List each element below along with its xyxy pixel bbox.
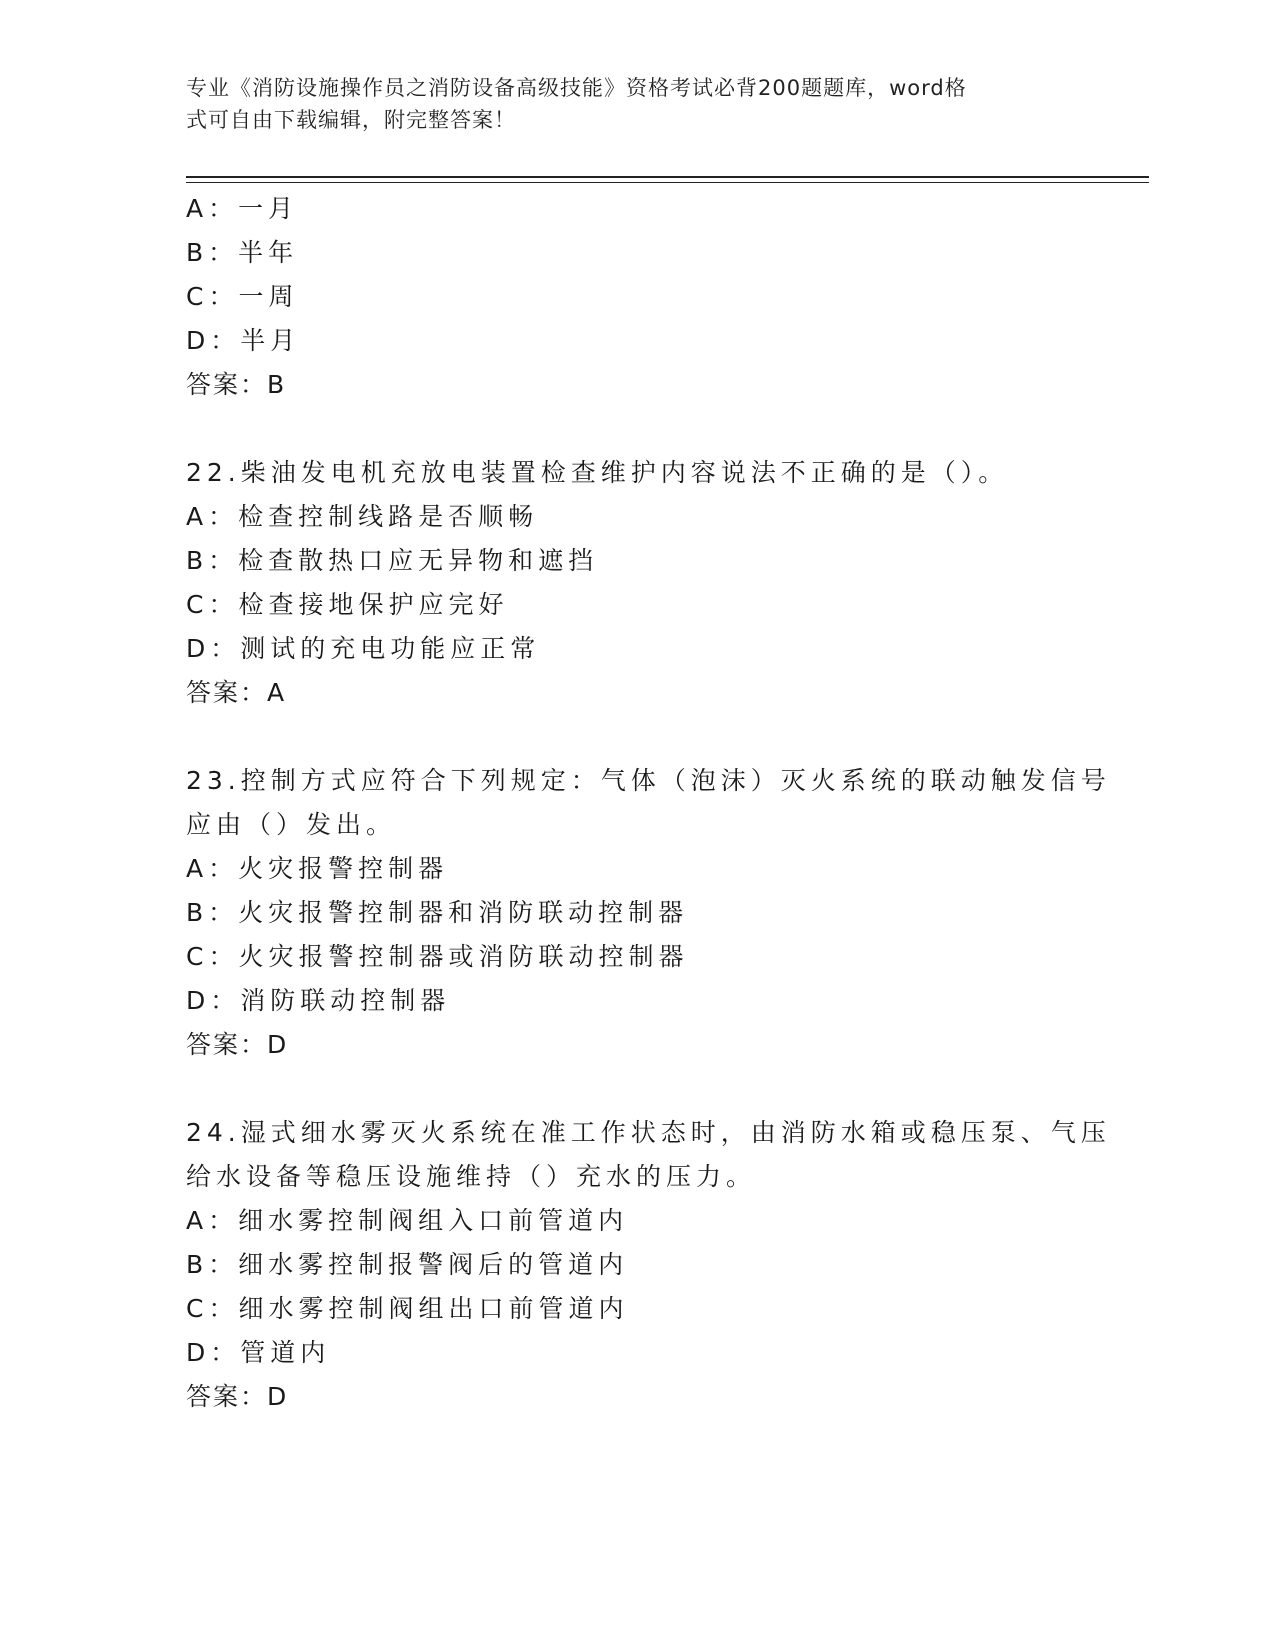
q21-option-c: C：一周 [186,282,299,311]
q24-option-d: D：管道内 [186,1338,331,1367]
header-line-1: 专业《消防设施操作员之消防设备高级技能》资格考试必背200题题库，word格 [186,76,967,100]
q22-option-c: C：检查接地保护应完好 [186,590,509,619]
header-divider-thick [186,176,1149,178]
q22-stem: 22.柴油发电机充放电装置检查维护内容说法不正确的是（）。 [186,458,1009,487]
q23-option-b: B：火灾报警控制器和消防联动控制器 [186,898,689,927]
q24-option-c: C：细水雾控制阀组出口前管道内 [186,1294,629,1323]
q24-stem-line-2: 给水设备等稳压设施维持（）充水的压力。 [186,1162,757,1191]
q22-option-a: A：检查控制线路是否顺畅 [186,502,539,531]
header-line-2: 式可自由下载编辑，附完整答案！ [186,108,516,132]
q21-answer: 答案：B [186,370,287,399]
q23-option-a: A：火灾报警控制器 [186,854,449,883]
q24-option-b: B：细水雾控制报警阀后的管道内 [186,1250,629,1279]
q23-option-c: C：火灾报警控制器或消防联动控制器 [186,942,689,971]
q22-option-b: B：检查散热口应无异物和遮挡 [186,546,599,575]
q22-option-d: D：测试的充电功能应正常 [186,634,541,663]
q23-answer: 答案：D [186,1030,289,1059]
q23-stem-line-2: 应由（）发出。 [186,810,397,839]
q23-option-d: D：消防联动控制器 [186,986,451,1015]
header-divider-thin [186,182,1149,183]
q21-option-a: A：一月 [186,194,299,223]
q23-stem-line-1: 23.控制方式应符合下列规定：气体（泡沫）灭火系统的联动触发信号 [186,766,1111,795]
q21-option-d: D：半月 [186,326,301,355]
q24-stem-line-1: 24.湿式细水雾灭火系统在准工作状态时，由消防水箱或稳压泵、气压 [186,1118,1111,1147]
document-header [186,72,1066,136]
q22-answer: 答案：A [186,678,287,707]
q24-option-a: A：细水雾控制阀组入口前管道内 [186,1206,629,1235]
q24-answer: 答案：D [186,1382,289,1411]
q21-option-b: B：半年 [186,238,299,267]
